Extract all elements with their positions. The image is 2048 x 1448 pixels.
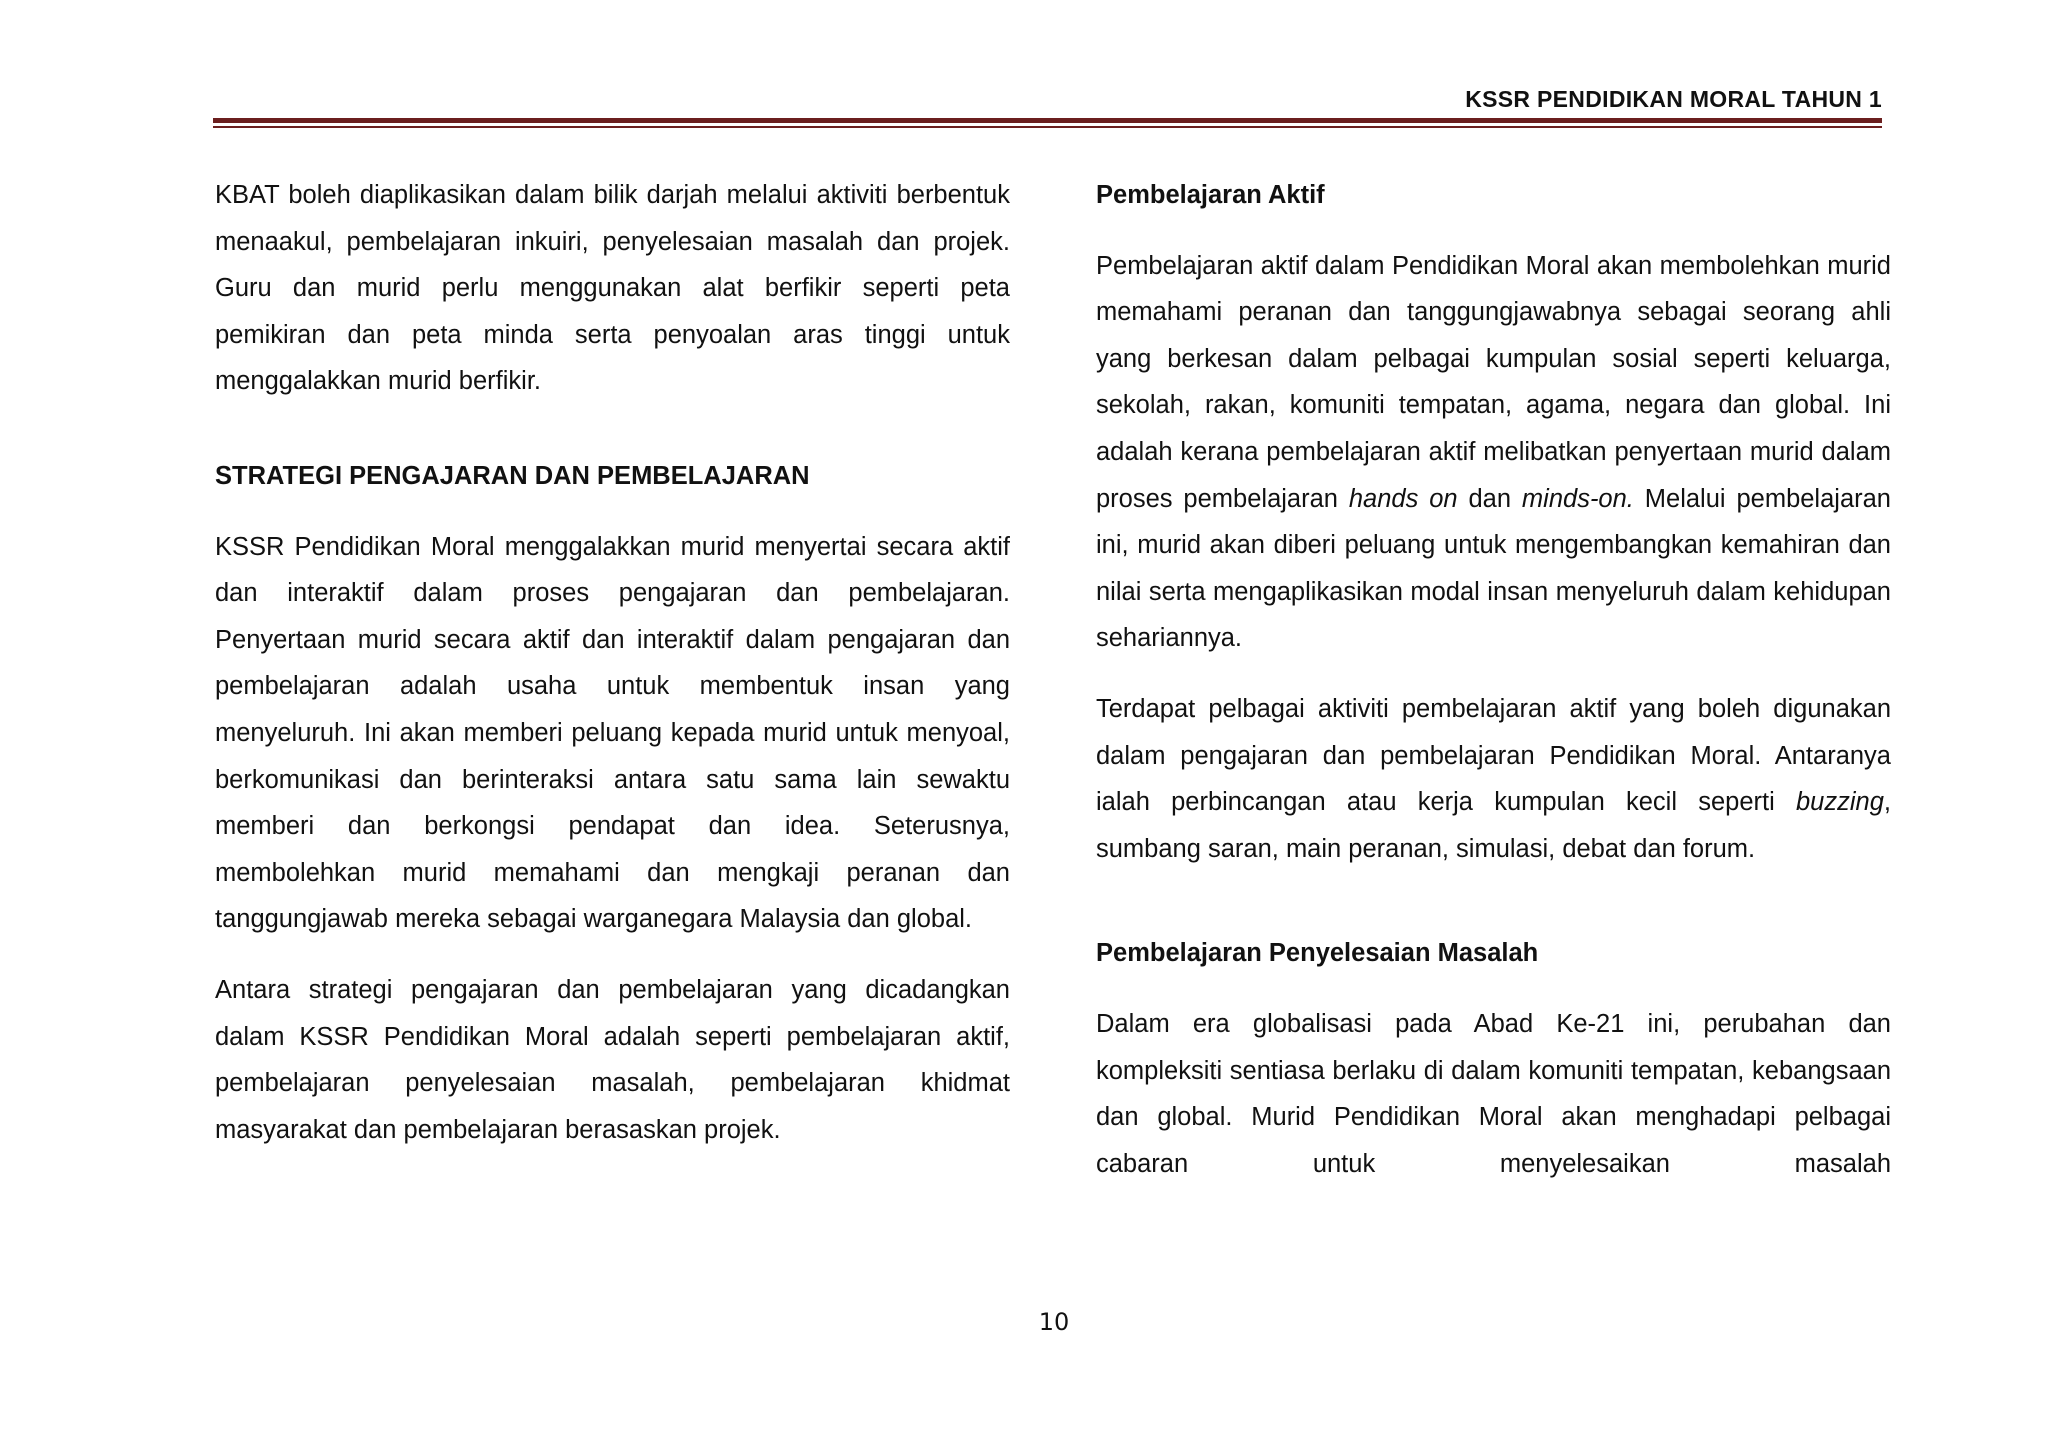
page-number: 10: [1038, 1308, 1070, 1336]
paragraph-aktif-2: [1096, 686, 1891, 872]
text-run: , sumbang saran, main peranan, simulasi, debat dan forum.: [1096, 788, 1891, 863]
text-run: Pembelajaran aktif dalam Pendidikan Moral akan membolehkan murid memahami peranan dan tanggungjawabnya sebagai seorang ahli yang berkesan dalam pelbagai kumpulan sosial seperti keluarga, sekolah, rakan, komuniti tempatan, agama, negara dan global. Ini adalah kerana pembelajaran aktif melibatkan penyertaan murid dalam proses pembelajaran: [1096, 251, 1891, 513]
paragraph-aktif-1: [1096, 243, 1891, 662]
right-column: [1096, 172, 1891, 1187]
paragraph-strategi-list: Antara strategi pengajaran dan pembelajaran yang dicadangkan dalam KSSR Pendidikan Moral adalah seperti pembelajaran aktif, pembelajaran penyelesaian masalah, pembelajaran khidmat masyarakat dan pembelajaran berasaskan projek.: [215, 975, 1010, 1144]
italic-text-hands-on: hands on: [1348, 484, 1458, 513]
section-heading-strategi: STRATEGI PENGAJARAN DAN PEMBELAJARAN: [215, 461, 810, 490]
paragraph-kbat: KBAT boleh diaplikasikan dalam bilik darjah melalui aktiviti berbentuk menaakul, pembelajaran inkuiri, penyelesaian masalah dan projek. Guru dan murid perlu menggunakan alat berfikir seperti peta pemikiran dan peta minda serta penyoalan aras tinggi untuk menggalakkan murid berfikir.: [215, 181, 1010, 396]
paragraph-penyelesaian-masalah: Dalam era globalisasi pada Abad Ke-21 ini, perubahan dan kompleksiti sentiasa berlaku di dalam komuniti tempatan, kebangsaan dan global. Murid Pendidikan Moral akan menghadapi pelbagai cabaran untuk menyelesaikan masalah: [1096, 1009, 1891, 1178]
header-rule-thin: [213, 126, 1882, 128]
header-rule-thick: [213, 118, 1882, 123]
header-title: KSSR PENDIDIKAN MORAL TAHUN 1: [1465, 86, 1882, 112]
text-run: Terdapat pelbagai aktiviti pembelajaran aktif yang boleh digunakan dalam pengajaran dan pembelajaran Pendidikan Moral. Antaranya ialah perbincangan atau kerja kumpulan kecil seperti: [1096, 694, 1891, 817]
italic-text-buzzing: buzzing: [1796, 788, 1884, 817]
section-heading-aktif: Pembelajaran Aktif: [1096, 181, 1325, 209]
paragraph-strategi-intro: KSSR Pendidikan Moral menggalakkan murid menyertai secara aktif dan interaktif dalam proses pengajaran dan pembelajaran. Penyertaan murid secara aktif dan interaktif dalam pengajaran dan pembelajaran adalah usaha untuk membentuk insan yang menyeluruh. Ini akan memberi peluang kepada murid untuk menyoal, berkomunikasi dan berinteraksi antara satu sama lain sewaktu memberi dan berkongsi pendapat dan idea. Seterusnya, membolehkan murid memahami dan mengkaji peranan dan tanggungjawab mereka sebagai warganegara Malaysia dan global.: [215, 532, 1010, 934]
section-heading-penyelesaian-masalah: Pembelajaran Penyelesaian Masalah: [1096, 939, 1539, 968]
italic-text-minds-on: minds-on.: [1521, 484, 1634, 513]
text-run: Melalui pembelajaran ini, murid akan diberi peluang untuk mengembangkan kemahiran dan nilai serta mengaplikasikan modal insan menyeluruh dalam kehidupan sehariannya.: [1096, 484, 1891, 653]
left-column: [215, 172, 1010, 1153]
text-run: dan: [1457, 484, 1522, 513]
